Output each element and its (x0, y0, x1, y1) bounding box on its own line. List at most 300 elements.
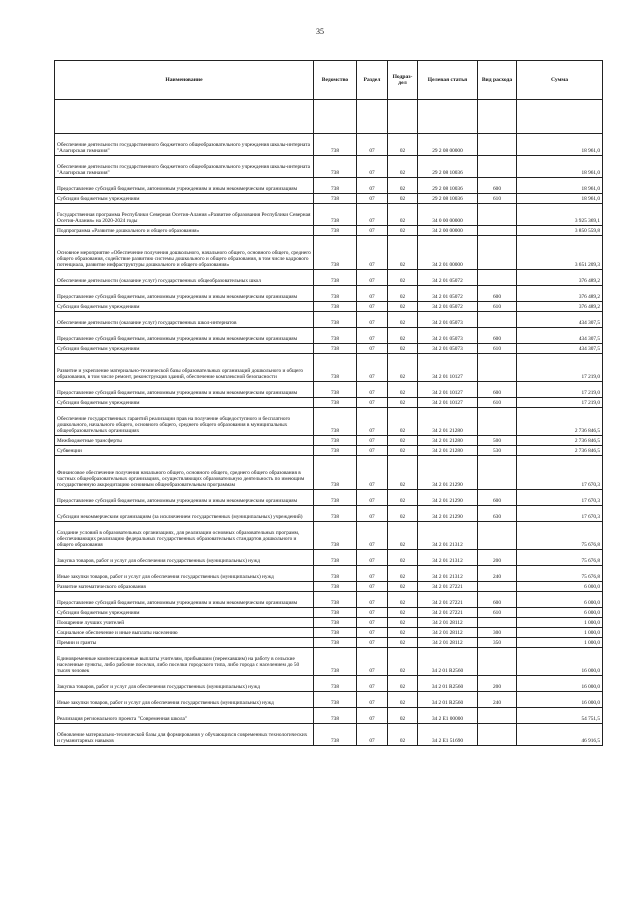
cell-section: 07 (357, 270, 388, 286)
cell-name: Предоставление субсидий бюджетным, автономным учреждениям и иным некоммерческим организациям (55, 178, 314, 194)
cell-dept: 738 (314, 446, 357, 456)
cell-sum: 6 000,0 (517, 592, 603, 608)
cell-target: 29 2 08 00000 (418, 134, 478, 156)
cell-name: Предоставление субсидий бюджетным, автономным учреждениям и иным некоммерческим организациям (55, 286, 314, 302)
table-row (55, 226, 603, 236)
cell-exp-type: 200 (478, 550, 517, 566)
cell-subsection: 02 (388, 204, 418, 226)
cell-name: Обеспечение деятельности государственного бюджетного общеобразовательного учреждения школы-интерната "Алагирская гимназия" (55, 156, 314, 178)
cell-target: 34 2 01 R2560 (418, 692, 478, 708)
table-row (55, 648, 603, 676)
cell-section: 07 (357, 628, 388, 638)
cell-exp-type (478, 582, 517, 592)
cell-exp-type: 610 (478, 302, 517, 312)
cell-subsection: 02 (388, 582, 418, 592)
cell-exp-type: 240 (478, 692, 517, 708)
cell-sum: 376 489,2 (517, 302, 603, 312)
cell-dept: 738 (314, 608, 357, 618)
cell-subsection: 02 (388, 302, 418, 312)
cell-sum: 75 676,8 (517, 550, 603, 566)
cell-exp-type (478, 270, 517, 286)
table-row (55, 566, 603, 582)
cell-section: 07 (357, 194, 388, 204)
cell-name: Субсидии бюджетным учреждениям (55, 344, 314, 354)
cell-subsection: 02 (388, 618, 418, 628)
cell-target: 29 2 08 10036 (418, 194, 478, 204)
cell-exp-type: 600 (478, 382, 517, 398)
cell-name: Основное мероприятие «Обеспечение получения дошкольного, начального общего, основного общего, среднего общего образования, содействие развитию системы дошкольного и общего образования, в том числе кадрового потенциала, развитие инфраструктуры дошкольного и общего образования» (55, 236, 314, 270)
cell-target: 29 2 08 10036 (418, 156, 478, 178)
cell-subsection: 02 (388, 134, 418, 156)
cell-dept (314, 100, 357, 134)
cell-section: 07 (357, 676, 388, 692)
header-name: Наименование (55, 61, 314, 100)
cell-exp-type (478, 236, 517, 270)
cell-exp-type: 200 (478, 676, 517, 692)
cell-dept: 738 (314, 692, 357, 708)
cell-target: 34 2 01 05073 (418, 328, 478, 344)
cell-name: Субсидии некоммерческим организациям (за исключением государственных (муниципальных) учреждений) (55, 506, 314, 522)
cell-target: 34 2 01 27221 (418, 592, 478, 608)
cell-exp-type (478, 100, 517, 134)
cell-name: Субсидии бюджетным учреждениям (55, 398, 314, 408)
cell-dept: 738 (314, 344, 357, 354)
cell-sum: 2 736 846,5 (517, 436, 603, 446)
cell-target: 34 2 01 28112 (418, 618, 478, 628)
cell-sum: 16 000,0 (517, 692, 603, 708)
cell-subsection: 02 (388, 328, 418, 344)
cell-target: 34 2 01 05073 (418, 312, 478, 328)
cell-section: 07 (357, 408, 388, 436)
cell-section: 07 (357, 522, 388, 550)
cell-target: 34 2 01 21312 (418, 522, 478, 550)
cell-sum: 376 489,2 (517, 270, 603, 286)
cell-section: 07 (357, 566, 388, 582)
cell-section: 07 (357, 708, 388, 724)
cell-subsection: 02 (388, 592, 418, 608)
table-row (55, 204, 603, 226)
cell-section: 07 (357, 156, 388, 178)
cell-target: 29 2 08 10036 (418, 178, 478, 194)
cell-target: 34 2 01 00000 (418, 236, 478, 270)
cell-subsection: 02 (388, 446, 418, 456)
cell-sum: 18 961,0 (517, 134, 603, 156)
cell-sum: 17 670,3 (517, 456, 603, 490)
cell-name: Субсидии бюджетным учреждениям (55, 608, 314, 618)
header-sum: Сумма (517, 61, 603, 100)
cell-section: 07 (357, 608, 388, 618)
cell-name: Поощрение лучших учителей (55, 618, 314, 628)
cell-target: 34 0 00 00000 (418, 204, 478, 226)
cell-exp-type: 300 (478, 628, 517, 638)
cell-sum: 46 916,5 (517, 724, 603, 746)
cell-section: 07 (357, 506, 388, 522)
cell-exp-type: 600 (478, 286, 517, 302)
cell-dept: 738 (314, 618, 357, 628)
cell-subsection: 02 (388, 178, 418, 194)
cell-exp-type: 600 (478, 178, 517, 194)
cell-name: Субвенции (55, 446, 314, 456)
cell-sum: 1 000,0 (517, 638, 603, 648)
cell-name: Реализация регионального проекта "Современная школа" (55, 708, 314, 724)
cell-section: 07 (357, 724, 388, 746)
cell-dept: 738 (314, 676, 357, 692)
cell-target: 34 2 01 28112 (418, 638, 478, 648)
cell-exp-type (478, 134, 517, 156)
cell-target: 34 2 01 21280 (418, 446, 478, 456)
cell-name: Закупка товаров, работ и услуг для обеспечения государственных (муниципальных) нужд (55, 550, 314, 566)
cell-section (357, 100, 388, 134)
header-target: Целевая статья (418, 61, 478, 100)
cell-dept: 738 (314, 648, 357, 676)
cell-sum: 18 961,0 (517, 156, 603, 178)
cell-sum: 2 736 846,5 (517, 446, 603, 456)
cell-name: Обеспечение деятельности государственного бюджетного общеобразовательного учреждения школы-интерната "Алагирская гимназия" (55, 134, 314, 156)
cell-sum: 3 925 369,1 (517, 204, 603, 226)
table-row (55, 236, 603, 270)
cell-name: Субсидии бюджетным учреждениям (55, 194, 314, 204)
cell-name: Закупка товаров, работ и услуг для обеспечения государственных (муниципальных) нужд (55, 676, 314, 692)
header-section: Раздел (357, 61, 388, 100)
table-body (55, 100, 603, 746)
cell-section: 07 (357, 456, 388, 490)
cell-exp-type (478, 312, 517, 328)
cell-dept: 738 (314, 638, 357, 648)
cell-name: Премии и гранты (55, 638, 314, 648)
cell-exp-type (478, 522, 517, 550)
cell-sum: 17 219,0 (517, 398, 603, 408)
table-row (55, 134, 603, 156)
cell-dept: 738 (314, 328, 357, 344)
table-row (55, 302, 603, 312)
page-number: 35 (316, 27, 324, 36)
cell-exp-type: 350 (478, 638, 517, 648)
cell-exp-type: 240 (478, 566, 517, 582)
cell-sum: 17 219,0 (517, 354, 603, 382)
cell-exp-type: 610 (478, 194, 517, 204)
cell-dept: 738 (314, 490, 357, 506)
table-row (55, 328, 603, 344)
cell-subsection (388, 100, 418, 134)
cell-section: 07 (357, 648, 388, 676)
cell-subsection: 02 (388, 506, 418, 522)
cell-target: 34 2 01 10127 (418, 398, 478, 408)
cell-section: 07 (357, 398, 388, 408)
table-row (55, 676, 603, 692)
cell-exp-type: 610 (478, 344, 517, 354)
cell-dept: 738 (314, 302, 357, 312)
cell-sum: 17 670,3 (517, 506, 603, 522)
cell-target: 34 2 01 21280 (418, 436, 478, 446)
cell-dept: 738 (314, 312, 357, 328)
cell-section: 07 (357, 582, 388, 592)
cell-sum: 16 000,0 (517, 648, 603, 676)
cell-target: 34 2 E1 00000 (418, 708, 478, 724)
cell-sum: 6 000,0 (517, 608, 603, 618)
cell-name: Развитие математического образования (55, 582, 314, 592)
table-row (55, 100, 603, 134)
cell-sum: 434 307,5 (517, 328, 603, 344)
cell-subsection: 02 (388, 194, 418, 204)
table-row (55, 724, 603, 746)
cell-dept: 738 (314, 506, 357, 522)
cell-target: 34 2 01 21290 (418, 456, 478, 490)
cell-dept: 738 (314, 550, 357, 566)
cell-sum: 18 961,0 (517, 178, 603, 194)
cell-target: 34 2 01 21290 (418, 506, 478, 522)
cell-dept: 738 (314, 436, 357, 446)
cell-exp-type: 610 (478, 398, 517, 408)
cell-sum: 1 000,0 (517, 628, 603, 638)
cell-section: 07 (357, 618, 388, 628)
cell-subsection: 02 (388, 708, 418, 724)
cell-exp-type (478, 618, 517, 628)
table-row (55, 178, 603, 194)
cell-exp-type: 600 (478, 490, 517, 506)
cell-sum: 75 676,8 (517, 566, 603, 582)
table-row (55, 446, 603, 456)
cell-name: Предоставление субсидий бюджетным, автономным учреждениям и иным некоммерческим организациям (55, 592, 314, 608)
cell-exp-type (478, 354, 517, 382)
cell-dept: 738 (314, 456, 357, 490)
table-header-row (55, 61, 603, 100)
cell-target: 34 2 01 21312 (418, 566, 478, 582)
cell-target: 34 2 01 21312 (418, 550, 478, 566)
cell-sum: 2 736 846,5 (517, 408, 603, 436)
table-row (55, 638, 603, 648)
cell-sum: 6 000,0 (517, 582, 603, 592)
cell-dept: 738 (314, 226, 357, 236)
cell-exp-type: 500 (478, 436, 517, 446)
cell-target: 34 2 01 28112 (418, 628, 478, 638)
cell-subsection: 02 (388, 354, 418, 382)
cell-target: 34 2 01 21290 (418, 490, 478, 506)
table-row (55, 286, 603, 302)
cell-target: 34 2 E1 51690 (418, 724, 478, 746)
cell-name: Подпрограмма «Развитие дошкольного и общего образования» (55, 226, 314, 236)
cell-sum: 1 000,0 (517, 618, 603, 628)
cell-target: 34 2 01 10127 (418, 382, 478, 398)
table-row (55, 194, 603, 204)
cell-sum: 17 219,0 (517, 382, 603, 398)
header-subsection: Подраз-дел (388, 61, 418, 100)
cell-subsection: 02 (388, 312, 418, 328)
cell-sum: 17 670,3 (517, 490, 603, 506)
cell-exp-type: 600 (478, 328, 517, 344)
cell-section: 07 (357, 204, 388, 226)
cell-target: 34 2 00 00000 (418, 226, 478, 236)
cell-subsection: 02 (388, 676, 418, 692)
cell-subsection: 02 (388, 550, 418, 566)
cell-subsection: 02 (388, 566, 418, 582)
cell-dept: 738 (314, 592, 357, 608)
cell-name: Иные закупки товаров, работ и услуг для обеспечения государственных (муниципальных) нужд (55, 566, 314, 582)
cell-subsection: 02 (388, 398, 418, 408)
cell-section: 07 (357, 692, 388, 708)
cell-target: 34 2 01 21280 (418, 408, 478, 436)
cell-target: 34 2 01 05073 (418, 344, 478, 354)
cell-exp-type: 530 (478, 446, 517, 456)
table-row (55, 436, 603, 446)
cell-dept: 738 (314, 408, 357, 436)
cell-section: 07 (357, 344, 388, 354)
cell-dept: 738 (314, 522, 357, 550)
table-row (55, 456, 603, 490)
cell-subsection: 02 (388, 226, 418, 236)
cell-subsection: 02 (388, 408, 418, 436)
cell-section: 07 (357, 382, 388, 398)
cell-subsection: 02 (388, 522, 418, 550)
cell-name: Обеспечение деятельности (оказание услуг) государственных школ-интернатов (55, 312, 314, 328)
table-row (55, 692, 603, 708)
cell-target: 34 2 01 27221 (418, 582, 478, 592)
cell-name: Обеспечение государственных гарантий реализации прав на получение общедоступного и бесплатного дошкольного, начального общего, основного общего, среднего общего образования в муниципальных общеобразовательных организациях (55, 408, 314, 436)
cell-sum: 434 307,5 (517, 312, 603, 328)
cell-subsection: 02 (388, 236, 418, 270)
cell-subsection: 02 (388, 692, 418, 708)
cell-sum: 75 676,8 (517, 522, 603, 550)
cell-dept: 738 (314, 178, 357, 194)
budget-table (54, 60, 603, 746)
table-row (55, 506, 603, 522)
cell-name: Иные закупки товаров, работ и услуг для обеспечения государственных (муниципальных) нужд (55, 692, 314, 708)
cell-subsection: 02 (388, 608, 418, 618)
cell-section: 07 (357, 328, 388, 344)
cell-name: Обеспечение деятельности (оказание услуг) государственных общеобразовательных школ (55, 270, 314, 286)
cell-dept: 738 (314, 398, 357, 408)
table-row (55, 608, 603, 618)
cell-dept: 738 (314, 156, 357, 178)
cell-subsection: 02 (388, 628, 418, 638)
table-row (55, 550, 603, 566)
cell-subsection: 02 (388, 344, 418, 354)
header-dept: Ведомство (314, 61, 357, 100)
table-row (55, 582, 603, 592)
cell-section: 07 (357, 312, 388, 328)
cell-exp-type (478, 226, 517, 236)
cell-subsection: 02 (388, 456, 418, 490)
cell-exp-type: 600 (478, 592, 517, 608)
cell-name (55, 100, 314, 134)
cell-name: Развитие и укрепление материально-технической базы образовательных организаций дошкольного и общего образования, в том числе ремонт, реконструкция зданий, обеспечение комплексной безопасности (55, 354, 314, 382)
cell-section: 07 (357, 178, 388, 194)
cell-name: Единовременные компенсационные выплаты учителям, прибывшим (переехавшим) на работу в сельские населенные пункты, либо рабочие поселки, либо поселки городского типа, либо города с населением до 50 тысяч человек (55, 648, 314, 676)
cell-section: 07 (357, 134, 388, 156)
cell-section: 07 (357, 436, 388, 446)
cell-name: Предоставление субсидий бюджетным, автономным учреждениям и иным некоммерческим организациям (55, 490, 314, 506)
cell-section: 07 (357, 236, 388, 270)
cell-sum: 376 489,2 (517, 286, 603, 302)
cell-sum: 18 961,0 (517, 194, 603, 204)
header-exp-type: Вид расхода (478, 61, 517, 100)
cell-target (418, 100, 478, 134)
table-row (55, 408, 603, 436)
cell-name: Предоставление субсидий бюджетным, автономным учреждениям и иным некоммерческим организациям (55, 382, 314, 398)
cell-exp-type (478, 204, 517, 226)
cell-target: 34 2 01 R2560 (418, 676, 478, 692)
table-row (55, 618, 603, 628)
cell-subsection: 02 (388, 270, 418, 286)
cell-name: Межбюджетные трансферты (55, 436, 314, 446)
cell-dept: 738 (314, 382, 357, 398)
cell-dept: 738 (314, 628, 357, 638)
cell-section: 07 (357, 226, 388, 236)
cell-exp-type (478, 648, 517, 676)
cell-exp-type (478, 724, 517, 746)
cell-exp-type (478, 708, 517, 724)
cell-name: Субсидии бюджетным учреждениям (55, 302, 314, 312)
table-row (55, 156, 603, 178)
table-row (55, 592, 603, 608)
cell-dept: 738 (314, 354, 357, 382)
cell-dept: 738 (314, 194, 357, 204)
cell-subsection: 02 (388, 382, 418, 398)
table-row (55, 270, 603, 286)
cell-dept: 738 (314, 566, 357, 582)
table-row (55, 398, 603, 408)
cell-section: 07 (357, 302, 388, 312)
cell-target: 34 2 01 10127 (418, 354, 478, 382)
cell-name: Финансовое обеспечение получения начального общего, основного общего, среднего общего образования в частных общеобразовательных организациях, осуществляющих образовательную деятельность по имеющим государственную аккредитацию основным общеобразовательным программам (55, 456, 314, 490)
cell-sum (517, 100, 603, 134)
cell-name: Создание условий в образовательных организациях, для реализации основных образовательных программ, обеспечивающих реализацию федеральных государственных образовательных стандартов дошкольного и общего образования (55, 522, 314, 550)
table-row (55, 490, 603, 506)
cell-subsection: 02 (388, 156, 418, 178)
table-row (55, 344, 603, 354)
cell-subsection: 02 (388, 490, 418, 506)
cell-section: 07 (357, 354, 388, 382)
cell-name: Социальное обеспечение и иные выплаты населению (55, 628, 314, 638)
cell-dept: 738 (314, 724, 357, 746)
table-row (55, 522, 603, 550)
table-row (55, 382, 603, 398)
cell-name: Государственная программа Республики Северная Осетия-Алания «Развитие образования Республики Северная Осетия-Алания» на 2020-2024 годы (55, 204, 314, 226)
cell-section: 07 (357, 592, 388, 608)
cell-dept: 738 (314, 204, 357, 226)
table-row (55, 312, 603, 328)
cell-dept: 738 (314, 286, 357, 302)
table-row (55, 354, 603, 382)
table-row (55, 628, 603, 638)
cell-section: 07 (357, 550, 388, 566)
cell-dept: 738 (314, 236, 357, 270)
cell-dept: 738 (314, 134, 357, 156)
cell-sum: 16 000,0 (517, 676, 603, 692)
cell-dept: 738 (314, 270, 357, 286)
cell-section: 07 (357, 286, 388, 302)
cell-sum: 54 751,5 (517, 708, 603, 724)
cell-exp-type: 630 (478, 506, 517, 522)
cell-subsection: 02 (388, 436, 418, 446)
cell-section: 07 (357, 446, 388, 456)
cell-subsection: 02 (388, 286, 418, 302)
cell-dept: 738 (314, 708, 357, 724)
cell-target: 34 2 01 05072 (418, 286, 478, 302)
cell-section: 07 (357, 638, 388, 648)
cell-subsection: 02 (388, 638, 418, 648)
cell-subsection: 02 (388, 648, 418, 676)
cell-subsection: 02 (388, 724, 418, 746)
cell-exp-type (478, 408, 517, 436)
cell-target: 34 2 01 05072 (418, 302, 478, 312)
cell-dept: 738 (314, 582, 357, 592)
cell-name: Обновление материально-технической базы для формирования у обучающихся современных технологических и гуманитарных навыков (55, 724, 314, 746)
cell-sum: 434 307,5 (517, 344, 603, 354)
cell-target: 34 2 01 05072 (418, 270, 478, 286)
cell-target: 34 2 01 27221 (418, 608, 478, 618)
cell-section: 07 (357, 490, 388, 506)
cell-target: 34 2 01 R2560 (418, 648, 478, 676)
